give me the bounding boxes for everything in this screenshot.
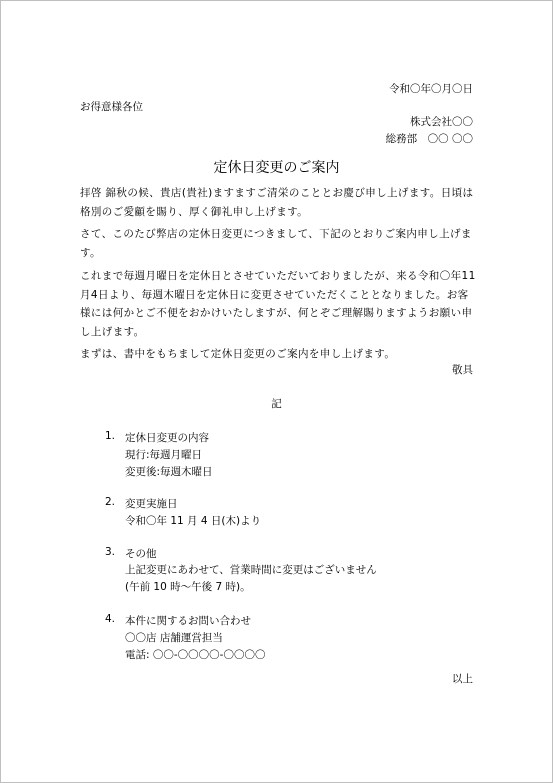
greeting-paragraph: 拝啓 錦秋の候、貴店(貴社)ますますご清栄のこととお慶び申し上げます。日頃は格別のご愛顧を賜り、厚く御礼申し上げます。 [80, 187, 474, 218]
closing-paragraph: まずは、書中をもちまして定休日変更のご案内を申し上げます。 [80, 348, 396, 360]
sender-department: 総務部 〇〇 〇〇 [385, 133, 473, 145]
item-heading: 本件に関するお問い合わせ [125, 615, 251, 627]
item-number: 2. [105, 496, 116, 508]
item-number: 3. [105, 546, 116, 558]
closing-keigu: 敬具 [452, 364, 473, 376]
item-detail: 電話: 〇〇-〇〇〇〇-〇〇〇〇 [125, 649, 266, 661]
ki-heading: 記 [271, 398, 282, 410]
details-paragraph: これまで毎週月曜日を定休日とさせていただいておりましたが、来る令和〇年11月4日より、毎週木曜日を定休日に変更させていただくこととなりました。お客様には何かとご不便をおかけいたしますが、何とぞご理解賜りますようお願い申し上げます。 [80, 270, 476, 338]
item-detail: (午前 10 時～午後 7 時)。 [125, 581, 251, 593]
recipient: お得意様各位 [80, 101, 143, 113]
announcement-paragraph: さて、このたび弊店の定休日変更につきまして、下記のとおりご案内申し上げます。 [80, 228, 472, 259]
item-heading: その他 [125, 548, 157, 560]
item-detail: 上記変更にあわせて、営業時間に変更はございません [125, 564, 377, 576]
sender-company: 株式会社〇〇 [410, 116, 473, 128]
item-detail: 現行:毎週月曜日 [125, 449, 203, 461]
ijo-end-mark: 以上 [452, 673, 473, 685]
item-detail: 変更後:毎週木曜日 [125, 466, 213, 478]
item-number: 4. [105, 613, 116, 625]
item-heading: 定休日変更の内容 [125, 432, 209, 444]
item-heading: 変更実施日 [125, 498, 178, 510]
letter-date: 令和〇年〇月〇日 [389, 83, 473, 95]
item-number: 1. [105, 430, 116, 442]
item-detail: 〇〇店 店舗運営担当 [125, 632, 223, 644]
item-detail: 令和〇年 11 月 4 日(木)より [125, 515, 262, 527]
document-title: 定休日変更のご案内 [213, 160, 340, 176]
